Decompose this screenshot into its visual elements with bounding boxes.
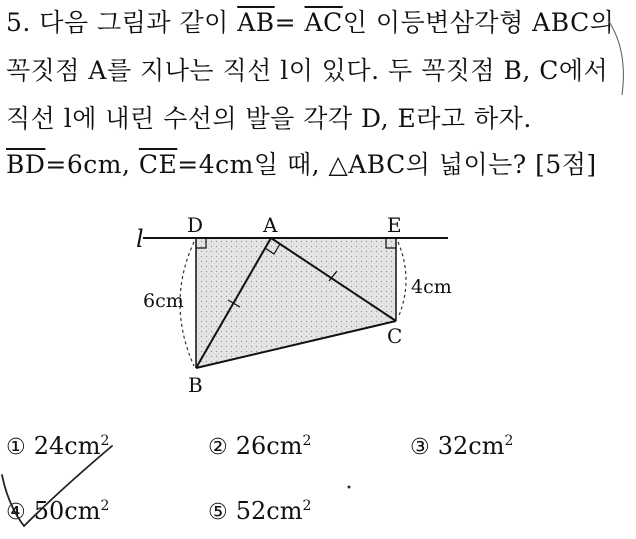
option-exponent: 2	[504, 433, 514, 449]
question-text: =4cm일 때, △ABC의 넓이는? [5점]	[177, 150, 597, 179]
option-exponent: 2	[302, 433, 312, 449]
ce-length-label: 4cm	[411, 276, 452, 298]
option-unit: cm	[64, 432, 101, 460]
ce-brace	[398, 242, 406, 318]
point-b-label: B	[188, 373, 203, 397]
option-value: 26	[235, 432, 267, 460]
question-text: 5. 다음 그림과 같이	[6, 8, 238, 37]
option-number: ②	[208, 435, 228, 460]
question-line-2: 꼭짓점 A를 지나는 직선 l이 있다. 두 꼭짓점 B, C에서	[6, 56, 609, 85]
option-number: ⑤	[208, 500, 228, 525]
point-c-label: C	[387, 324, 403, 348]
bd-value: =6cm,	[45, 150, 139, 179]
option-exponent: 2	[302, 498, 312, 514]
option-4[interactable]	[6, 497, 109, 525]
option-5[interactable]	[208, 497, 311, 525]
segment-ac: $\overline{AC}$	[304, 8, 343, 37]
option-value: 50	[33, 497, 65, 525]
line-l-label: l	[136, 225, 144, 253]
option-unit: cm	[266, 497, 303, 525]
option-3[interactable]	[410, 432, 513, 460]
question-text: 인 이등변삼각형 ABC의	[342, 8, 615, 37]
option-1[interactable]	[6, 432, 109, 460]
question-line-3: 직선 l에 내린 수선의 발을 각각 D, E라고 하자.	[6, 104, 532, 133]
equals-sign: =	[274, 8, 305, 37]
option-unit: cm	[266, 432, 303, 460]
option-value: 24	[33, 432, 65, 460]
option-2[interactable]	[208, 432, 311, 460]
option-exponent: 2	[100, 498, 110, 514]
option-exponent: 2	[100, 433, 110, 449]
point-e-label: E	[387, 213, 402, 237]
point-a-label: A	[263, 213, 278, 237]
option-value: 32	[437, 432, 469, 460]
option-unit: cm	[468, 432, 505, 460]
option-value: 52	[235, 497, 267, 525]
shaded-region	[196, 238, 396, 368]
option-unit: cm	[64, 497, 101, 525]
segment-ce: $\overline{CE}$	[138, 150, 178, 179]
bd-length-label: 6cm	[143, 290, 184, 312]
option-number: ①	[6, 435, 26, 460]
option-number: ③	[410, 435, 430, 460]
segment-ab: $\overline{AB}$	[237, 8, 275, 37]
option-number: ④	[6, 500, 26, 525]
segment-bd: $\overline{BD}$	[6, 150, 46, 179]
point-d-label: D	[187, 213, 204, 237]
